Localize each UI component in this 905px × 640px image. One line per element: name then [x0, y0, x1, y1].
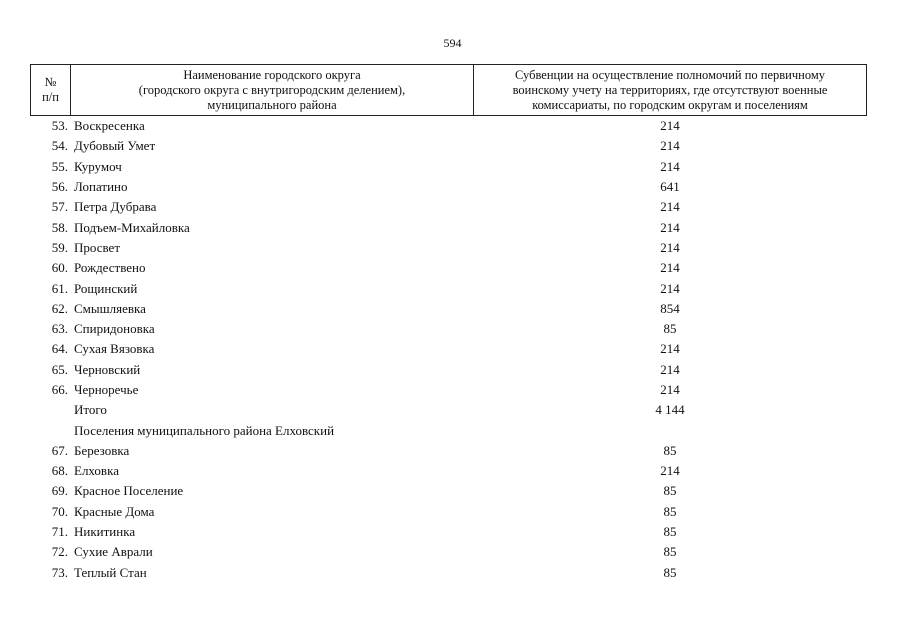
- table-row: [30, 116, 867, 136]
- row-name: Поселения муниципального района Елховский: [74, 422, 335, 438]
- table-body: [30, 116, 867, 583]
- row-number: 57.: [51, 199, 68, 215]
- row-value: 214: [660, 158, 680, 174]
- table-row: [30, 441, 867, 461]
- row-number: 72.: [51, 544, 68, 560]
- row-value: 85: [663, 442, 677, 458]
- table-row: [30, 217, 867, 237]
- table-row: [30, 197, 867, 217]
- row-number: 62.: [51, 300, 68, 316]
- row-name: Черноречье: [74, 382, 139, 397]
- row-value: 214: [660, 239, 680, 255]
- row-number: 70.: [51, 503, 68, 519]
- row-number: 54.: [51, 138, 68, 154]
- table-row: [30, 420, 867, 440]
- row-value: 214: [660, 463, 680, 479]
- row-value: 85: [663, 503, 677, 519]
- row-value: 4 144: [655, 402, 685, 418]
- table-row: [30, 542, 867, 562]
- row-number: 65.: [51, 361, 68, 377]
- row-name: Красные Дома: [74, 503, 155, 519]
- table-row: [30, 400, 867, 420]
- row-value: 214: [660, 219, 680, 235]
- header-name-line: Наименование городского округа: [183, 67, 361, 82]
- table-row: [30, 258, 867, 278]
- row-name: Смышляевка: [74, 300, 146, 316]
- row-number: 55.: [51, 158, 68, 174]
- row-name: Подъем-Михайловка: [74, 219, 190, 235]
- row-name: Дубовый Умет: [74, 138, 156, 154]
- header-name: [71, 65, 474, 115]
- row-name: Спиридоновка: [74, 321, 155, 337]
- row-name: Петра Дубрава: [74, 199, 157, 215]
- row-name: Курумоч: [74, 158, 122, 174]
- header-subvention-line: Субвенции на осуществление полномочий по первичному: [515, 67, 825, 82]
- table-row: [30, 502, 867, 522]
- header-number: [31, 65, 71, 115]
- row-value: 214: [660, 382, 680, 397]
- row-value: 214: [660, 199, 680, 215]
- row-number: 59.: [51, 239, 68, 255]
- row-number: 60.: [51, 260, 68, 276]
- row-value: 85: [663, 483, 677, 499]
- row-number: 66.: [51, 382, 68, 397]
- row-value: 214: [660, 280, 680, 296]
- table-row: [30, 136, 867, 156]
- header-subvention-line: комиссариаты, по городским округам и поселениям: [532, 97, 808, 112]
- row-value: 641: [660, 179, 680, 195]
- row-name: Теплый Стан: [74, 564, 147, 580]
- row-number: 56.: [51, 179, 68, 195]
- row-number: 58.: [51, 219, 68, 235]
- table-row: [30, 380, 867, 400]
- header-name-line: (городского округа с внутригородским делением),: [138, 82, 406, 97]
- row-name: Рождествено: [74, 260, 146, 276]
- header-name-line: муниципального района: [207, 97, 337, 112]
- row-value: 214: [660, 260, 680, 276]
- row-number: 67.: [51, 442, 68, 458]
- table-row: [30, 238, 867, 258]
- table-header: [30, 64, 867, 116]
- row-value: 214: [660, 361, 680, 377]
- row-number: 63.: [51, 321, 68, 337]
- header-number-line: п/п: [42, 90, 59, 104]
- table-row: [30, 177, 867, 197]
- page-number: 594: [443, 36, 462, 50]
- row-number: 53.: [51, 118, 68, 134]
- header-subvention-line: воинскому учету на территориях, где отсутствуют военные: [512, 82, 828, 97]
- row-name: Черновский: [74, 361, 141, 377]
- row-value: 85: [663, 544, 677, 560]
- table-row: [30, 481, 867, 501]
- row-value: 85: [663, 321, 677, 337]
- row-name: Сухие Аврали: [74, 544, 153, 560]
- row-name: Сухая Вязовка: [74, 341, 155, 357]
- row-name: Красное Поселение: [74, 483, 184, 499]
- row-number: 69.: [51, 483, 68, 499]
- row-number: 61.: [51, 280, 68, 296]
- table-row: [30, 360, 867, 380]
- row-name: Березовка: [74, 442, 130, 458]
- header-subvention: [474, 65, 866, 115]
- row-name: Воскресенка: [74, 118, 145, 134]
- table-row: [30, 522, 867, 542]
- table-row: [30, 339, 867, 359]
- row-value: 214: [660, 118, 680, 134]
- row-name: Рощинский: [74, 280, 138, 296]
- table-row: [30, 299, 867, 319]
- row-name: Никитинка: [74, 524, 136, 540]
- row-value: 85: [663, 564, 677, 580]
- row-number: 73.: [51, 564, 68, 580]
- row-number: 68.: [51, 463, 68, 479]
- row-value: 85: [663, 524, 677, 540]
- row-name: Просвет: [74, 239, 120, 255]
- row-name: Елховка: [74, 463, 119, 479]
- header-number-line: №: [44, 75, 57, 89]
- table-row: [30, 157, 867, 177]
- row-name: Итого: [74, 402, 107, 418]
- table-row: [30, 319, 867, 339]
- table-row: [30, 563, 867, 583]
- row-number: 71.: [51, 524, 68, 540]
- table-row: [30, 278, 867, 298]
- row-value: 854: [660, 300, 680, 316]
- table-row: [30, 461, 867, 481]
- row-name: Лопатино: [74, 179, 128, 195]
- row-number: 64.: [51, 341, 68, 357]
- row-value: 214: [660, 138, 680, 154]
- row-value: 214: [660, 341, 680, 357]
